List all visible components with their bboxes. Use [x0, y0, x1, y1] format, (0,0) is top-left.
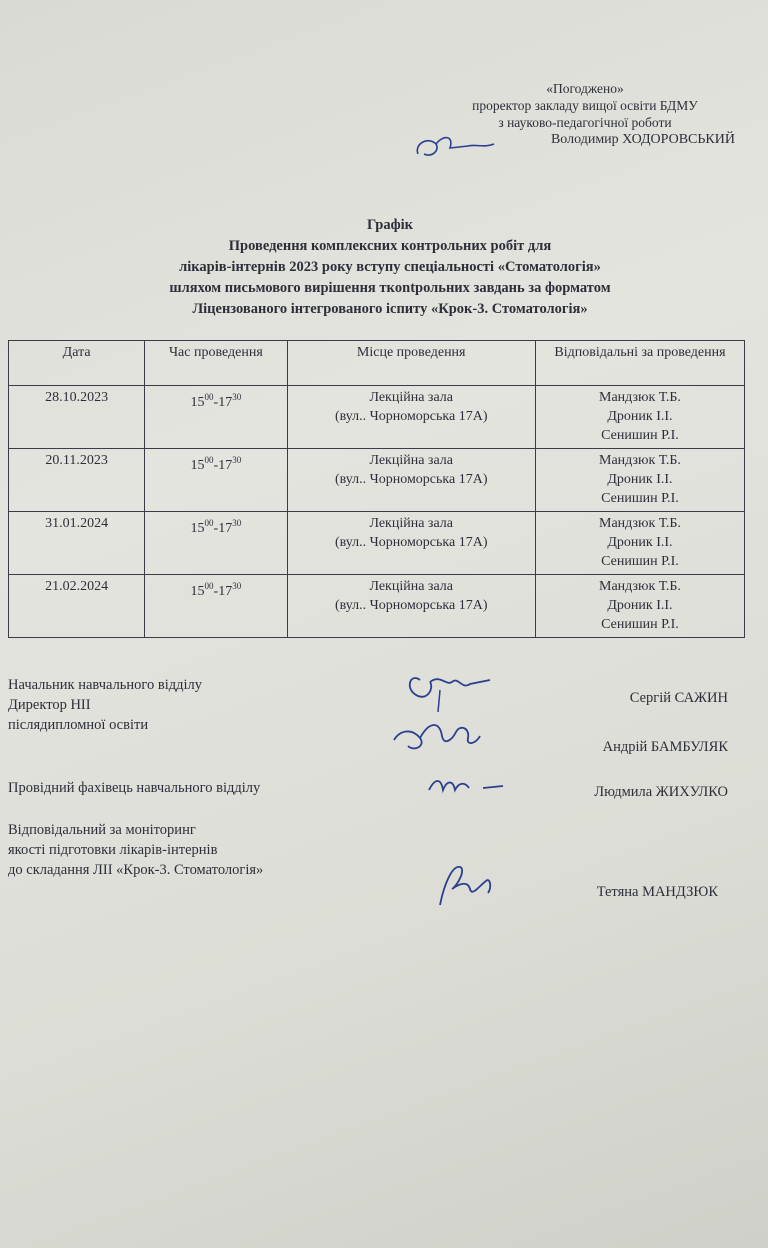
- time-cell: $15^{00}-17^{30}$: [145, 512, 287, 575]
- title-line-3: лікарів-інтернів 2023 року вступу спеціальності «Стоматологія»: [179, 259, 601, 275]
- table-row: [9, 575, 745, 638]
- responsible-cell: Мандзюк Т.Б. Дроник І.І. Сенишин Р.І.: [535, 512, 744, 575]
- place-cell: Лекційна зала (вул.. Чорноморська 17А): [287, 386, 535, 449]
- title-line-5: Ліцензованого інтегрованого іспиту «Крок-3. Стоматологія»: [192, 301, 588, 317]
- header-responsible: Відповідальні за проведення: [535, 341, 744, 386]
- time-cell: $15^{00}-17^{30}$: [145, 449, 287, 512]
- time-cell: $15^{00}-17^{30}$: [145, 575, 287, 638]
- mandziuk-signature: [430, 855, 500, 915]
- approval-heading: «Погоджено»: [546, 81, 624, 96]
- time-cell: $15^{00}-17^{30}$: [145, 386, 287, 449]
- date-cell: 21.02.2024: [9, 575, 145, 638]
- header-time: Час проведення: [145, 341, 287, 386]
- table-row: [9, 449, 745, 512]
- director-name: Андрій БАМБУЛЯК: [602, 739, 728, 755]
- place-cell: Лекційна зала (вул.. Чорноморська 17А): [287, 575, 535, 638]
- header-date: Дата: [9, 341, 145, 386]
- date-cell: 28.10.2023: [9, 386, 145, 449]
- approval-signature: [410, 126, 500, 166]
- responsible-cell: Мандзюк Т.Б. Дроник І.І. Сенишин Р.І.: [535, 449, 744, 512]
- bambuliak-signature: [390, 710, 490, 760]
- place-cell: Лекційна зала (вул.. Чорноморська 17А): [287, 449, 535, 512]
- date-cell: 20.11.2023: [9, 449, 145, 512]
- document-title: [60, 215, 720, 320]
- title-line-2: Проведення комплексних контрольних робіт для: [228, 238, 552, 254]
- head-name: Сергій САЖИН: [629, 690, 728, 706]
- zhykhulko-signature: [425, 770, 515, 800]
- approval-name: Володимир ХОДОРОВСЬКИЙ: [550, 132, 735, 147]
- title-line-1: Графік: [366, 217, 414, 233]
- responsible-cell: Мандзюк Т.Б. Дроник І.І. Сенишин Р.І.: [535, 386, 744, 449]
- schedule-table: [8, 340, 745, 638]
- specialist-name: Людмила ЖИХУЛКО: [594, 784, 728, 800]
- table-header-row: [9, 341, 745, 386]
- header-place: Місце проведення: [287, 341, 535, 386]
- date-cell: 31.01.2024: [9, 512, 145, 575]
- monitor-title: Відповідальний за моніторинг якості підготовки лікарів-інтернів до складання ЛІІ «Крок-3. Стоматологія»: [8, 822, 264, 878]
- place-cell: Лекційна зала (вул.. Чорноморська 17А): [287, 512, 535, 575]
- responsible-cell: Мандзюк Т.Б. Дроник І.І. Сенишин Р.І.: [535, 575, 744, 638]
- monitor-name: Тетяна МАНДЗЮК: [596, 884, 718, 900]
- approval-position: проректор закладу вищої освіти БДМУ: [472, 98, 698, 113]
- table-row: [9, 386, 745, 449]
- head-title: Начальник навчального відділу Директор НІІ післядипломної освіти: [8, 677, 203, 733]
- title-line-4: шляхом письмового вирішення ткontрольних завдань за форматом: [169, 280, 611, 296]
- table-row: [9, 512, 745, 575]
- specialist-title: Провідний фахівець навчального відділу: [8, 780, 261, 796]
- approval-position-2: з науково-педагогічної роботи: [498, 115, 672, 130]
